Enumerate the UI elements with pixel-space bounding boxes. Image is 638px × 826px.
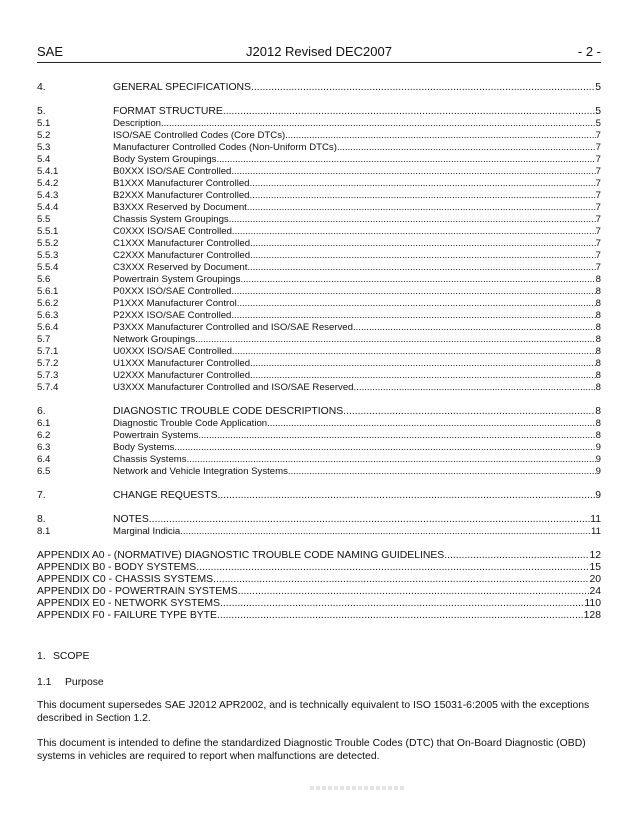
paragraph: This document is intended to define the standardized Diagnostic Trouble Codes (DTC) that On-Board Diagnostic (OBD) systems in vehicles are required to report when malfunctions are detected. bbox=[37, 738, 586, 762]
toc-entry[interactable] bbox=[37, 430, 601, 442]
appendix-entry[interactable] bbox=[37, 598, 601, 610]
toc-entry-title: CHANGE REQUESTS bbox=[113, 490, 218, 501]
toc-entry-title: Chassis System Groupings bbox=[113, 214, 229, 225]
toc-entry-number: 6.1 bbox=[37, 418, 51, 429]
toc-entry-page: 7 bbox=[595, 166, 601, 177]
appendix-page: 110 bbox=[584, 598, 601, 609]
leader-dots bbox=[285, 130, 595, 142]
toc-entry-page: 8 bbox=[595, 286, 601, 297]
leader-dots bbox=[250, 250, 596, 262]
toc-entry[interactable] bbox=[37, 178, 601, 190]
toc-entry-page: 8 bbox=[595, 370, 601, 381]
toc-entry-number: 4. bbox=[37, 82, 46, 93]
leader-dots bbox=[250, 178, 596, 190]
leader-dots bbox=[232, 346, 596, 358]
toc-entry-title: DIAGNOSTIC TROUBLE CODE DESCRIPTIONS bbox=[113, 406, 344, 417]
toc-entry-title: C1XXX Manufacturer Controlled bbox=[113, 238, 251, 249]
toc-entry[interactable] bbox=[37, 262, 601, 274]
toc-entry[interactable] bbox=[37, 382, 601, 394]
toc-entry-number: 5.7.4 bbox=[37, 382, 59, 393]
toc-entry-title: FORMAT STRUCTURE bbox=[113, 106, 223, 117]
toc-entry-page: 11 bbox=[591, 526, 601, 537]
leader-dots bbox=[251, 82, 595, 94]
appendix-entry[interactable] bbox=[37, 610, 601, 622]
toc-entry-page: 11 bbox=[590, 514, 601, 525]
leader-dots bbox=[161, 118, 596, 130]
toc-entry-number: 6.5 bbox=[37, 466, 51, 477]
subsection-heading bbox=[37, 676, 601, 689]
toc-entry-number: 5.5.1 bbox=[37, 226, 59, 237]
toc-entry[interactable] bbox=[37, 466, 601, 478]
toc-entry-number: 5.4.2 bbox=[37, 178, 59, 189]
subsection-title: Purpose bbox=[65, 677, 104, 688]
toc-entry-title: B2XXX Manufacturer Controlled bbox=[113, 190, 250, 201]
leader-dots bbox=[247, 202, 596, 214]
appendix-entry[interactable] bbox=[37, 586, 601, 598]
toc-entry-number: 5.6.2 bbox=[37, 298, 59, 309]
toc-entry-page: 7 bbox=[595, 190, 601, 201]
toc-entry-page: 8 bbox=[595, 274, 601, 285]
toc-entry-title: Body System Groupings bbox=[113, 154, 217, 165]
leader-dots bbox=[231, 310, 595, 322]
toc-entry-number: 8. bbox=[37, 514, 46, 525]
toc-entry-title: U2XXX Manufacturer Controlled bbox=[113, 370, 251, 381]
toc-entry-number: 5.5.2 bbox=[37, 238, 59, 249]
toc-entry-page: 8 bbox=[595, 430, 601, 441]
appendix-title: APPENDIX E0 - NETWORK SYSTEMS bbox=[37, 598, 221, 609]
appendix-title: APPENDIX F0 - FAILURE TYPE BYTE bbox=[37, 610, 217, 621]
appendix-entry[interactable] bbox=[37, 562, 601, 574]
toc-entry[interactable] bbox=[37, 298, 601, 310]
toc-entry-title: Network Groupings bbox=[113, 334, 196, 345]
toc-entry-title: P0XXX ISO/SAE Controlled bbox=[113, 286, 232, 297]
toc-entry-page: 7 bbox=[595, 226, 601, 237]
header-doc-id: J2012 Revised DEC2007 bbox=[246, 44, 392, 59]
toc-entry-title: Body Systems bbox=[113, 442, 175, 453]
leader-dots bbox=[149, 514, 590, 526]
toc-entry-page: 7 bbox=[595, 154, 601, 165]
toc-entry[interactable] bbox=[37, 142, 601, 154]
appendix-page: 12 bbox=[589, 550, 601, 561]
leader-dots bbox=[354, 382, 596, 394]
paragraph: This document supersedes SAE J2012 APR2002, and is technically equivalent to ISO 15031-6:2005 with the exceptions described in Section 1.2. bbox=[37, 700, 590, 724]
appendix-page: 128 bbox=[583, 610, 601, 621]
toc-entry-title: C3XXX Reserved by Document bbox=[113, 262, 248, 273]
leader-dots bbox=[198, 430, 595, 442]
leader-dots bbox=[187, 454, 596, 466]
leader-dots bbox=[232, 226, 596, 238]
toc-entry[interactable] bbox=[37, 322, 601, 334]
toc-entry-title: B3XXX Reserved by Document bbox=[113, 202, 247, 213]
leader-dots bbox=[223, 106, 595, 118]
leader-dots bbox=[353, 322, 596, 334]
toc-entry[interactable] bbox=[37, 358, 601, 370]
appendix-page: 15 bbox=[589, 562, 601, 573]
leader-dots bbox=[337, 142, 596, 154]
toc-entry-number: 5.4.4 bbox=[37, 202, 59, 213]
leader-dots bbox=[250, 358, 596, 370]
leader-dots bbox=[288, 466, 596, 478]
toc-entry[interactable] bbox=[37, 106, 601, 118]
toc-entry[interactable] bbox=[37, 490, 601, 502]
subsection-number: 1.1 bbox=[37, 677, 52, 688]
leader-dots bbox=[444, 550, 589, 562]
toc-entry[interactable] bbox=[37, 118, 601, 130]
leader-dots bbox=[231, 286, 595, 298]
table-of-contents bbox=[37, 82, 601, 622]
toc-entry-number: 6.4 bbox=[37, 454, 51, 465]
leader-dots bbox=[237, 298, 596, 310]
toc-entry[interactable] bbox=[37, 370, 601, 382]
toc-entry[interactable] bbox=[37, 310, 601, 322]
toc-entry-number: 5.5 bbox=[37, 214, 51, 225]
toc-entry[interactable] bbox=[37, 82, 601, 94]
toc-entry-title: GENERAL SPECIFICATIONS bbox=[113, 82, 251, 93]
leader-dots bbox=[174, 442, 595, 454]
toc-entry-title: B0XXX ISO/SAE Controlled bbox=[113, 166, 232, 177]
toc-entry-page: 5 bbox=[595, 82, 601, 93]
toc-entry[interactable] bbox=[37, 166, 601, 178]
toc-entry-page: 7 bbox=[595, 262, 601, 273]
toc-entry-number: 5.6.4 bbox=[37, 322, 59, 333]
section-heading bbox=[37, 650, 601, 663]
toc-entry[interactable] bbox=[37, 274, 601, 286]
leader-dots bbox=[247, 262, 595, 274]
toc-entry-number: 5.6 bbox=[37, 274, 51, 285]
appendix-title: APPENDIX A0 - (NORMATIVE) DIAGNOSTIC TROUBLE CODE NAMING GUIDELINES bbox=[37, 550, 445, 561]
toc-entry-page: 8 bbox=[595, 298, 601, 309]
toc-entry[interactable] bbox=[37, 190, 601, 202]
toc-entry[interactable] bbox=[37, 526, 601, 538]
toc-entry[interactable] bbox=[37, 334, 601, 346]
toc-entry-page: 8 bbox=[595, 418, 601, 429]
page-header bbox=[37, 44, 601, 63]
toc-entry-title: P3XXX Manufacturer Controlled and ISO/SAE Reserved bbox=[113, 322, 353, 333]
toc-entry-title: U3XXX Manufacturer Controlled and ISO/SAE Reserved bbox=[113, 382, 354, 393]
toc-entry[interactable] bbox=[37, 418, 601, 430]
toc-entry-title: Powertrain Systems bbox=[113, 430, 199, 441]
leader-dots bbox=[220, 598, 584, 610]
toc-entry-page: 9 bbox=[595, 466, 601, 477]
toc-entry-title: Marginal Indicia bbox=[113, 526, 181, 537]
toc-entry-number: 5.5.3 bbox=[37, 250, 59, 261]
leader-dots bbox=[250, 190, 596, 202]
toc-entry-number: 5.7 bbox=[37, 334, 51, 345]
toc-entry-number: 5.3 bbox=[37, 142, 51, 153]
toc-entry-page: 8 bbox=[595, 406, 601, 417]
toc-entry[interactable] bbox=[37, 346, 601, 358]
leader-dots bbox=[229, 214, 596, 226]
toc-entry-page: 9 bbox=[595, 454, 601, 465]
toc-entry-page: 9 bbox=[595, 490, 601, 501]
toc-entry-number: 5.6.3 bbox=[37, 310, 59, 321]
toc-entry-number: 5.7.3 bbox=[37, 370, 59, 381]
leader-dots bbox=[250, 370, 596, 382]
toc-entry-title: Network and Vehicle Integration Systems bbox=[113, 466, 288, 477]
toc-entry[interactable] bbox=[37, 514, 601, 526]
toc-entry-title: Description bbox=[113, 118, 161, 129]
toc-entry-page: 7 bbox=[595, 238, 601, 249]
toc-entry[interactable] bbox=[37, 442, 601, 454]
toc-entry-title: B1XXX Manufacturer Controlled bbox=[113, 178, 250, 189]
toc-entry-title: C0XXX ISO/SAE Controlled bbox=[113, 226, 232, 237]
toc-entry-page: 8 bbox=[595, 346, 601, 357]
toc-entry-page: 8 bbox=[595, 358, 601, 369]
toc-entry-title: C2XXX Manufacturer Controlled bbox=[113, 250, 251, 261]
toc-entry-number: 5.7.2 bbox=[37, 358, 59, 369]
leader-dots bbox=[195, 334, 596, 346]
toc-entry-page: 7 bbox=[595, 250, 601, 261]
toc-entry-number: 5.1 bbox=[37, 118, 51, 129]
toc-entry-title: Diagnostic Trouble Code Application bbox=[113, 418, 268, 429]
toc-entry[interactable] bbox=[37, 202, 601, 214]
toc-entry-page: 7 bbox=[595, 202, 601, 213]
appendix-title: APPENDIX C0 - CHASSIS SYSTEMS bbox=[37, 574, 214, 585]
toc-entry-title: Manufacturer Controlled Codes (Non-Uniform DTCs) bbox=[113, 142, 337, 153]
toc-entry-number: 5.4.3 bbox=[37, 190, 59, 201]
leader-dots bbox=[180, 526, 591, 538]
appendix-page: 24 bbox=[589, 586, 601, 597]
toc-entry[interactable] bbox=[37, 286, 601, 298]
toc-entry-title: P1XXX Manufacturer Control bbox=[113, 298, 237, 309]
toc-entry-number: 8.1 bbox=[37, 526, 51, 537]
header-org: SAE bbox=[37, 44, 64, 59]
toc-entry-page: 7 bbox=[595, 130, 601, 141]
leader-dots bbox=[218, 490, 596, 502]
toc-entry[interactable] bbox=[37, 130, 601, 142]
toc-entry-page: 9 bbox=[595, 442, 601, 453]
toc-entry-number: 5.4.1 bbox=[37, 166, 59, 177]
section-title: SCOPE bbox=[53, 651, 90, 662]
toc-entry-title: U1XXX Manufacturer Controlled bbox=[113, 358, 251, 369]
leader-dots bbox=[216, 154, 595, 166]
toc-entry-page: 5 bbox=[595, 118, 601, 129]
toc-entry-number: 5. bbox=[37, 106, 46, 117]
appendix-title: APPENDIX D0 - POWERTRAIN SYSTEMS bbox=[37, 586, 238, 597]
toc-entry-title: U0XXX ISO/SAE Controlled bbox=[113, 346, 232, 357]
toc-entry-title: Chassis Systems bbox=[113, 454, 187, 465]
toc-entry-title: Powertrain System Groupings bbox=[113, 274, 241, 285]
header-page-number: - 2 - bbox=[577, 44, 601, 59]
leader-dots bbox=[231, 166, 595, 178]
leader-dots bbox=[196, 562, 589, 574]
toc-entry-number: 6.2 bbox=[37, 430, 51, 441]
toc-entry-number: 5.7.1 bbox=[37, 346, 59, 357]
toc-entry-page: 7 bbox=[595, 142, 601, 153]
appendix-page: 20 bbox=[589, 574, 601, 585]
toc-entry[interactable] bbox=[37, 226, 601, 238]
appendix-entry[interactable] bbox=[37, 550, 601, 562]
toc-entry-number: 7. bbox=[37, 490, 46, 501]
section-number: 1. bbox=[37, 651, 46, 662]
toc-entry[interactable] bbox=[37, 238, 601, 250]
toc-entry[interactable] bbox=[37, 154, 601, 166]
leader-dots bbox=[213, 574, 589, 586]
leader-dots bbox=[250, 238, 596, 250]
toc-entry-number: 5.5.4 bbox=[37, 262, 59, 273]
toc-entry[interactable] bbox=[37, 214, 601, 226]
leader-dots bbox=[240, 274, 595, 286]
toc-entry[interactable] bbox=[37, 250, 601, 262]
toc-entry-number: 6. bbox=[37, 406, 46, 417]
toc-entry-page: 8 bbox=[595, 310, 601, 321]
toc-entry-number: 5.6.1 bbox=[37, 286, 59, 297]
toc-entry-page: 8 bbox=[595, 322, 601, 333]
toc-entry-number: 6.3 bbox=[37, 442, 51, 453]
footer-watermark bbox=[310, 786, 405, 790]
toc-entry-title: P2XXX ISO/SAE Controlled bbox=[113, 310, 232, 321]
toc-entry-page: 8 bbox=[595, 334, 601, 345]
toc-entry[interactable] bbox=[37, 454, 601, 466]
toc-entry-page: 5 bbox=[595, 106, 601, 117]
leader-dots bbox=[267, 418, 596, 430]
toc-entry-page: 8 bbox=[595, 382, 601, 393]
toc-entry-page: 7 bbox=[595, 178, 601, 189]
appendix-title: APPENDIX B0 - BODY SYSTEMS bbox=[37, 562, 197, 573]
appendix-entry[interactable] bbox=[37, 574, 601, 586]
leader-dots bbox=[238, 586, 590, 598]
toc-entry-number: 5.4 bbox=[37, 154, 51, 165]
toc-entry-number: 5.2 bbox=[37, 130, 51, 141]
toc-entry[interactable] bbox=[37, 406, 601, 418]
toc-entry-page: 7 bbox=[595, 214, 601, 225]
toc-entry-title: NOTES bbox=[113, 514, 149, 525]
leader-dots bbox=[217, 610, 584, 622]
toc-entry-title: ISO/SAE Controlled Codes (Core DTCs) bbox=[113, 130, 286, 141]
leader-dots bbox=[343, 406, 595, 418]
